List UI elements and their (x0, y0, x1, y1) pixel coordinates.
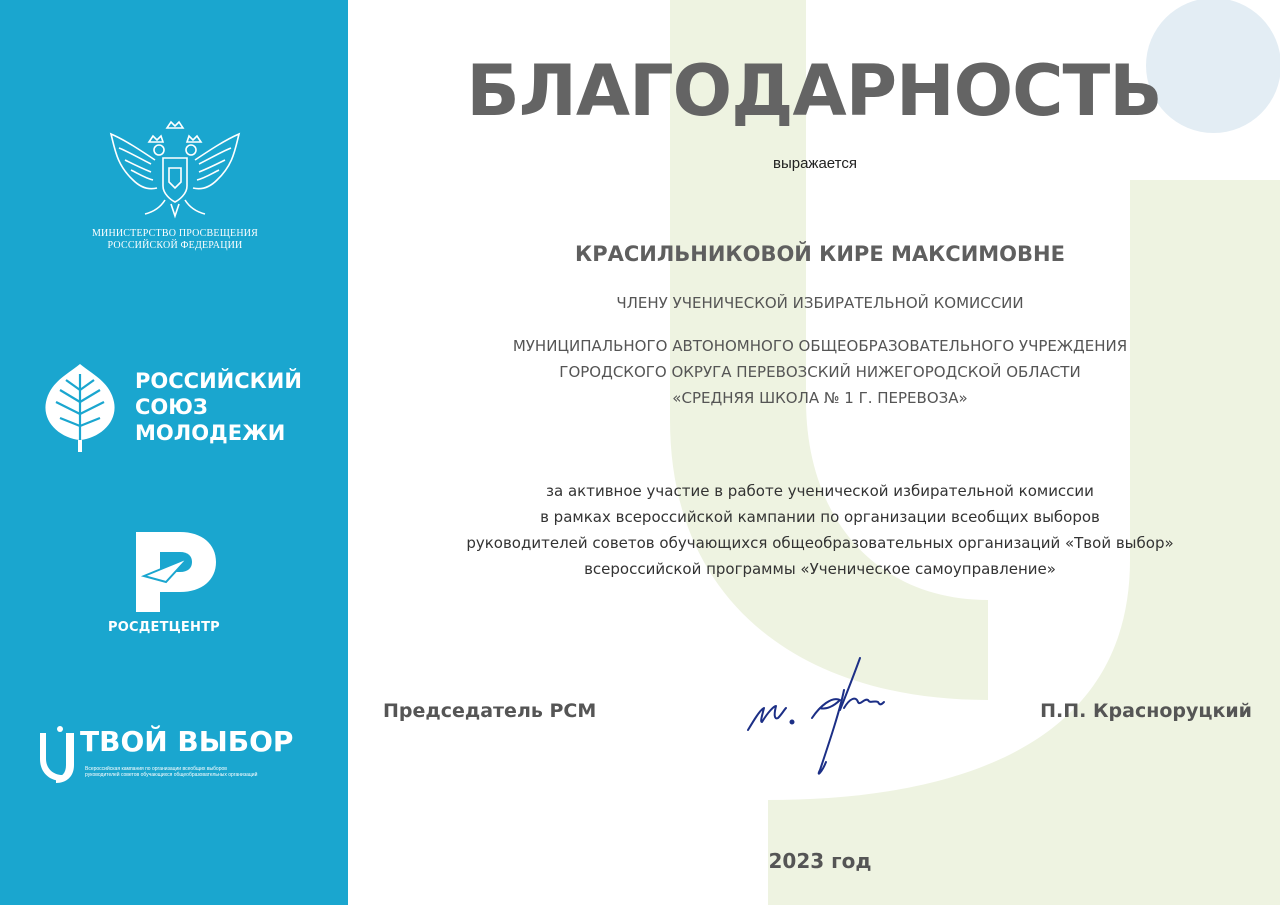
recipient-name: КРАСИЛЬНИКОВОЙ КИРЕ МАКСИМОВНЕ (575, 242, 1065, 266)
organization-block (420, 333, 1220, 411)
tvoy-vybor-title: ТВОЙ ВЫБОР (80, 725, 294, 758)
reason-line-3: руководителей советов обучающихся общеобразовательных организаций «Твой выбор» (466, 534, 1174, 552)
tvoy-vybor-subtitle (85, 766, 345, 778)
ministry-logo (60, 120, 290, 252)
organization-line-1: МУНИЦИПАЛЬНОГО АВТОНОМНОГО ОБЩЕОБРАЗОВАТЕЛЬНОГО УЧРЕЖДЕНИЯ (512, 337, 1128, 355)
certificate-title: БЛАГОДАРНОСТЬ (466, 50, 1162, 132)
rsm-line-2: СОЮЗ (135, 395, 208, 419)
rosdetcenter-logo (100, 530, 250, 645)
sidebar (0, 0, 348, 905)
signer-role: Председатель РСМ (383, 700, 597, 722)
u-letter-icon (40, 725, 80, 785)
ministry-line-1: МИНИСТЕРСТВО ПРОСВЕЩЕНИЯ (91, 228, 259, 239)
reason-line-1: за активное участие в работе ученической избирательной комиссии (546, 482, 1094, 500)
rsm-line-3: МОЛОДЕЖИ (135, 421, 286, 445)
signer-name: П.П. Красноруцкий (1040, 700, 1252, 722)
organization-line-3: «СРЕДНЯЯ ШКОЛА № 1 Г. ПЕРЕВОЗА» (672, 389, 968, 407)
reason-line-4: всероссийской программы «Ученическое самоуправление» (584, 560, 1056, 578)
double-headed-eagle-icon (105, 120, 245, 220)
expressed-text: выражается (773, 155, 857, 172)
signature-icon (740, 650, 900, 780)
rsm-line-1: РОССИЙСКИЙ (135, 369, 302, 393)
r-letter-icon (130, 530, 220, 615)
reason-line-2: в рамках всероссийской кампании по организации всеобщих выборов (540, 508, 1100, 526)
rosdetcenter-label: РОСДЕТЦЕНТР (108, 620, 220, 635)
rsm-wordmark (135, 368, 302, 446)
reason-block (400, 478, 1240, 582)
recipient-position: ЧЛЕНУ УЧЕНИЧЕСКОЙ ИЗБИРАТЕЛЬНОЙ КОМИССИИ (616, 294, 1024, 312)
ministry-caption (60, 228, 290, 252)
rsm-logo (40, 360, 330, 460)
leaf-icon (40, 360, 120, 455)
tvoy-vybor-logo (40, 725, 320, 790)
tvoy-vybor-sub-line-2: руководителей советов обучающихся общеобразовательных организаций (85, 772, 258, 778)
certificate-year: 2023 год (768, 849, 872, 873)
organization-line-2: ГОРОДСКОГО ОКРУГА ПЕРЕВОЗСКИЙ НИЖЕГОРОДСКОЙ ОБЛАСТИ (559, 363, 1081, 381)
ministry-line-2: РОССИЙСКОЙ ФЕДЕРАЦИИ (107, 240, 243, 251)
tvoy-vybor-sub-line-1: Всероссийская кампания по организации всеобщих выборов (85, 766, 227, 772)
